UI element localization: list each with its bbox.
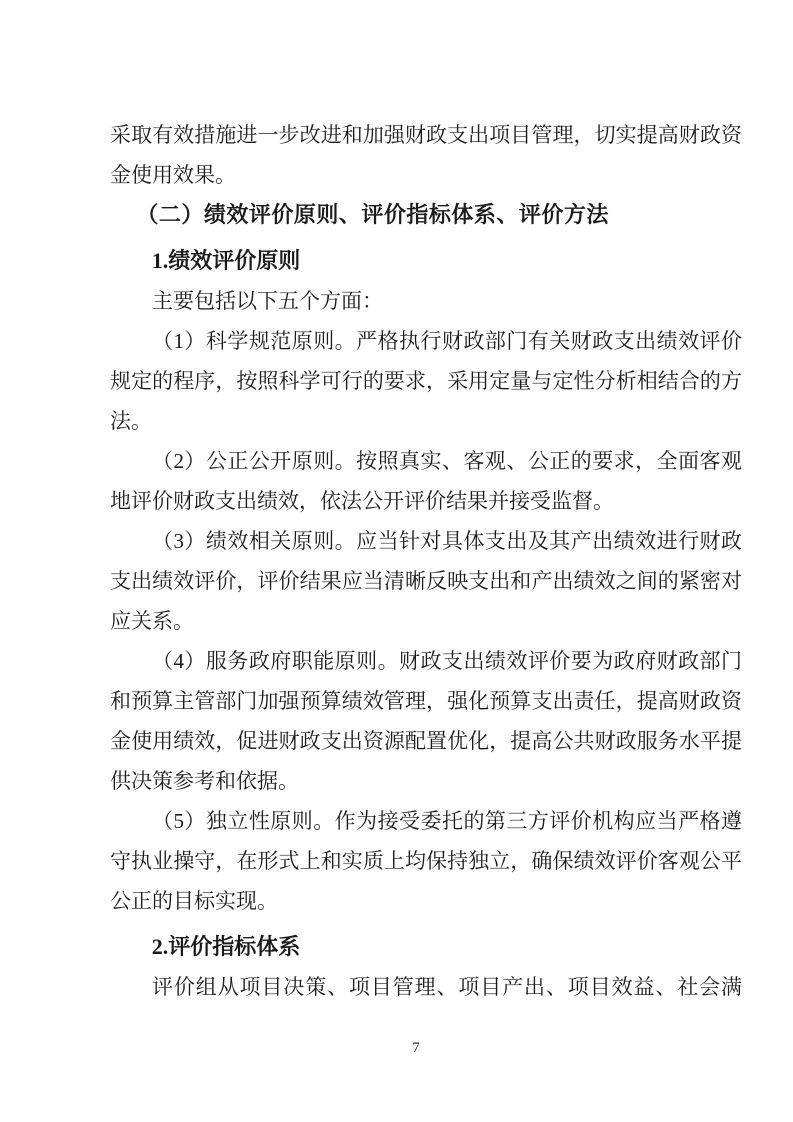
paragraph-principle-3: （3）绩效相关原则。应当针对具体支出及其产出绩效进行财政支出绩效评价，评价结果应当清晰反映支出和产出绩效之间的紧密对应关系。 <box>110 529 742 633</box>
subsection-heading-2: 2.评价指标体系 <box>151 934 301 959</box>
paragraph-continuation: 采取有效措施进一步改进和加强财政支出项目管理，切实提高财政资金使用效果。 <box>110 123 742 187</box>
subsection-heading-1: 1.绩效评价原则 <box>151 248 301 273</box>
page-number: 7 <box>412 1040 420 1056</box>
paragraph-intro-five-aspects: 主要包括以下五个方面： <box>152 289 383 313</box>
paragraph-principle-5: （5）独立性原则。作为接受委托的第三方评价机构应当严格遵守执业操守，在形式上和实质上均保持独立，确保绩效评价客观公平公正的目标实现。 <box>110 809 742 913</box>
paragraph-indicator-system-intro: 评价组从项目决策、项目管理、项目产出、项目效益、社会满 <box>152 975 742 999</box>
paragraph-principle-4: （4）服务政府职能原则。财政支出绩效评价要为政府财政部门和预算主管部门加强预算绩效管理，强化预算支出责任，提高财政资金使用绩效，促进财政支出资源配置优化，提高公共财政服务水平提供决策参考和依据。 <box>110 649 742 793</box>
document-body <box>110 115 742 1007</box>
paragraph-principle-1: （1）科学规范原则。严格执行财政部门有关财政支出绩效评价规定的程序，按照科学可行的要求，采用定量与定性分析相结合的方法。 <box>110 329 742 433</box>
section-heading: （二）绩效评价原则、评价指标体系、评价方法 <box>136 202 609 227</box>
paragraph-principle-2: （2）公正公开原则。按照真实、客观、公正的要求，全面客观地评价财政支出绩效，依法公开评价结果并接受监督。 <box>110 449 742 513</box>
